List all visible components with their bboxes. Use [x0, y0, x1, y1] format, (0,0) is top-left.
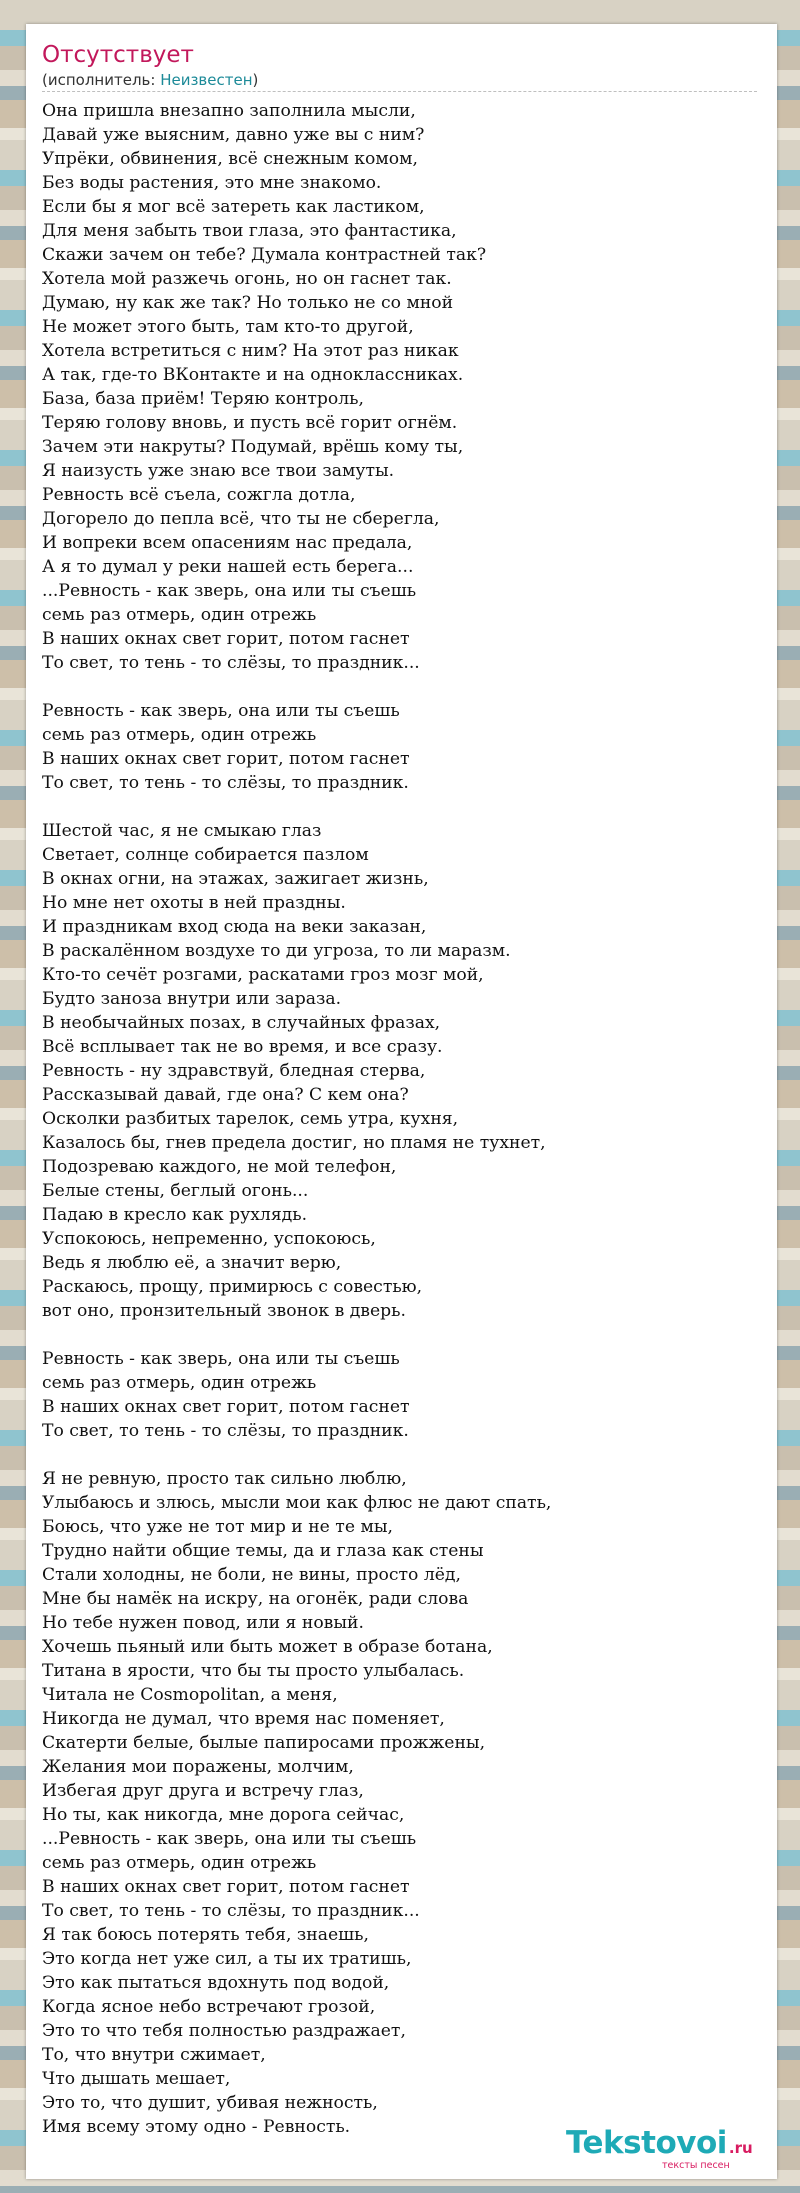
- lyrics-line: семь раз отмерь, один отрежь: [42, 1853, 317, 1873]
- lyrics-line: семь раз отмерь, один отрежь: [42, 725, 317, 745]
- lyrics-line: Это когда нет уже сил, а ты их тратишь,: [42, 1949, 412, 1969]
- lyrics-line: Избегая друг друга и встречу глаз,: [42, 1781, 364, 1801]
- lyrics-line: Думаю, ну как же так? Но только не со мной: [42, 293, 454, 313]
- lyrics-line: Подозреваю каждого, не мой телефон,: [42, 1157, 397, 1177]
- lyrics-line: Ревность - ну здравствуй, бледная стерва,: [42, 1061, 426, 1081]
- lyrics-line: Что дышать мешает,: [42, 2069, 231, 2089]
- lyrics-line: Не может этого быть, там кто-то другой,: [42, 317, 414, 337]
- lyrics-blank-line: [42, 675, 762, 699]
- artist-prefix: (исполнитель:: [42, 71, 161, 89]
- lyrics-line: Читала не Cosmopolitan, а меня,: [42, 1685, 338, 1705]
- lyrics-line: То свет, то тень - то слёзы, то праздник.: [42, 1421, 409, 1441]
- lyrics-line: В наших окнах свет горит, потом гаснет: [42, 1877, 410, 1897]
- lyrics-line: Ведь я люблю её, а значит верю,: [42, 1253, 342, 1273]
- lyrics-line: Хотела мой разжечь огонь, но он гаснет так.: [42, 269, 452, 289]
- lyrics-line: А так, где-то ВКонтакте и на одноклассниках.: [42, 365, 464, 385]
- lyrics-line: Осколки разбитых тарелок, семь утра, кухня,: [42, 1109, 459, 1129]
- lyrics-line: Если бы я мог всё затереть как ластиком,: [42, 197, 425, 217]
- lyrics-line: Белые стены, беглый огонь...: [42, 1181, 309, 1201]
- lyrics-line: семь раз отмерь, один отрежь: [42, 605, 317, 625]
- artist-link[interactable]: Неизвестен: [160, 71, 253, 89]
- logo-tagline: тексты песен: [662, 2160, 730, 2171]
- lyrics-line: Всё всплывает так не во время, и все сразу.: [42, 1037, 443, 1057]
- lyrics-line: Я так боюсь потерять тебя, знаешь,: [42, 1925, 369, 1945]
- lyrics-line: А я то думал у реки нашей есть берега...: [42, 557, 414, 577]
- lyrics-line: Кто-то сечёт розгами, раскатами гроз мозг мой,: [42, 965, 484, 985]
- lyrics-line: Но тебе нужен повод, или я новый.: [42, 1613, 364, 1633]
- lyrics-line: Шестой час, я не смыкаю глаз: [42, 821, 322, 841]
- lyrics-line: В наших окнах свет горит, потом гаснет: [42, 629, 410, 649]
- lyrics-line: вот оно, пронзительный звонок в дверь.: [42, 1301, 406, 1321]
- lyrics-line: То свет, то тень - то слёзы, то праздник...: [42, 1901, 420, 1921]
- lyrics-line: Мне бы намёк на искру, на огонёк, ради слова: [42, 1589, 469, 1609]
- lyrics-line: И праздникам вход сюда на веки заказан,: [42, 917, 427, 937]
- lyrics-line: Трудно найти общие темы, да и глаза как стены: [42, 1541, 484, 1561]
- lyrics-line: семь раз отмерь, один отрежь: [42, 1373, 317, 1393]
- lyrics-line: Теряю голову вновь, и пусть всё горит огнём.: [42, 413, 458, 433]
- lyrics-line: Раскаюсь, прощу, примирюсь с совестью,: [42, 1277, 423, 1297]
- lyrics-line: Но ты, как никогда, мне дорога сейчас,: [42, 1805, 405, 1825]
- lyrics-line: Имя всему этому одно - Ревность.: [42, 2117, 351, 2137]
- artist-suffix: ): [252, 71, 259, 89]
- lyrics-line: Зачем эти накруты? Подумай, врёшь кому ты,: [42, 437, 464, 457]
- lyrics-line: Казалось бы, гнев предела достиг, но пламя не тухнет,: [42, 1133, 546, 1153]
- lyrics-line: Но мне нет охоты в ней праздны.: [42, 893, 346, 913]
- lyrics-line: ...Ревность - как зверь, она или ты съешь: [42, 1829, 417, 1849]
- lyrics-line: Светает, солнце собирается пазлом: [42, 845, 369, 865]
- lyrics-line: В необычайных позах, в случайных фразах,: [42, 1013, 441, 1033]
- lyrics-line: Ревность - как зверь, она или ты съешь: [42, 701, 400, 721]
- lyrics-line: Это как пытаться вдохнуть под водой,: [42, 1973, 390, 1993]
- site-logo[interactable]: [566, 2125, 753, 2171]
- lyrics-line: Будто заноза внутри или зараза.: [42, 989, 342, 1009]
- lyrics-line: В окнах огни, на этажах, зажигает жизнь,: [42, 869, 429, 889]
- lyrics-line: Это то что тебя полностью раздражает,: [42, 2021, 406, 2041]
- lyrics-line: Ревность всё съела, сожгла дотла,: [42, 485, 356, 505]
- lyrics-line: Без воды растения, это мне знакомо.: [42, 173, 382, 193]
- lyrics-line: Ревность - как зверь, она или ты съешь: [42, 1349, 400, 1369]
- lyrics-line: База, база приём! Теряю контроль,: [42, 389, 364, 409]
- lyrics-line: Хотела встретиться с ним? На этот раз никак: [42, 341, 459, 361]
- lyrics-blank-line: [42, 1443, 762, 1467]
- lyrics-line: В наших окнах свет горит, потом гаснет: [42, 749, 410, 769]
- header-divider: [42, 91, 757, 92]
- lyrics-line: То, что внутри сжимает,: [42, 2045, 266, 2065]
- lyrics-line: ...Ревность - как зверь, она или ты съешь: [42, 581, 417, 601]
- lyrics-line: В раскалённом воздухе то ди угроза, то ли маразм.: [42, 941, 511, 961]
- lyrics-line: Она пришла внезапно заполнила мысли,: [42, 101, 416, 121]
- lyrics-line: Догорело до пепла всё, что ты не сберегла,: [42, 509, 440, 529]
- lyrics-line: Упрёки, обвинения, всё снежным комом,: [42, 149, 418, 169]
- lyrics-line: Титана в ярости, что бы ты просто улыбалась.: [42, 1661, 465, 1681]
- lyrics-line: Я не ревную, просто так сильно люблю,: [42, 1469, 407, 1489]
- lyrics-line: Давай уже выясним, давно уже вы с ним?: [42, 125, 425, 145]
- lyrics-line: Скажи зачем он тебе? Думала контрастней так?: [42, 245, 487, 265]
- artist-line: [42, 71, 258, 89]
- lyrics-line: Улыбаюсь и злюсь, мысли мои как флюс не дают спать,: [42, 1493, 552, 1513]
- lyrics-line: Успокоюсь, непременно, успокоюсь,: [42, 1229, 376, 1249]
- lyrics-line: Желания мои поражены, молчим,: [42, 1757, 354, 1777]
- lyrics-line: Рассказывай давай, где она? С кем она?: [42, 1085, 409, 1105]
- lyrics-line: Для меня забыть твои глаза, это фантастика,: [42, 221, 457, 241]
- lyrics-line: И вопреки всем опасениям нас предала,: [42, 533, 413, 553]
- lyrics-line: В наших окнах свет горит, потом гаснет: [42, 1397, 410, 1417]
- lyrics-line: То свет, то тень - то слёзы, то праздник...: [42, 653, 420, 673]
- lyrics-line: Боюсь, что уже не тот мир и не те мы,: [42, 1517, 393, 1537]
- lyrics-blank-line: [42, 795, 762, 819]
- logo-text: Tekstovoi: [566, 2125, 727, 2161]
- song-title: Отсутствует: [42, 42, 194, 68]
- lyrics-line: Падаю в кресло как рухлядь.: [42, 1205, 308, 1225]
- lyrics-line: Скатерти белые, былые папиросами прожжены,: [42, 1733, 486, 1753]
- lyrics-card: [26, 24, 777, 2179]
- lyrics-line: Хочешь пьяный или быть может в образе ботана,: [42, 1637, 493, 1657]
- lyrics-line: Это то, что душит, убивая нежность,: [42, 2093, 378, 2113]
- lyrics-line: Я наизусть уже знаю все твои замуты.: [42, 461, 395, 481]
- lyrics-line: Никогда не думал, что время нас поменяет,: [42, 1709, 445, 1729]
- lyrics-blank-line: [42, 1323, 762, 1347]
- lyrics-line: Стали холодны, не боли, не вины, просто лёд,: [42, 1565, 461, 1585]
- logo-tld: .ru: [728, 2139, 753, 2157]
- lyrics-line: Когда ясное небо встречают грозой,: [42, 1997, 376, 2017]
- lyrics-text: [42, 99, 762, 2139]
- lyrics-line: То свет, то тень - то слёзы, то праздник.: [42, 773, 409, 793]
